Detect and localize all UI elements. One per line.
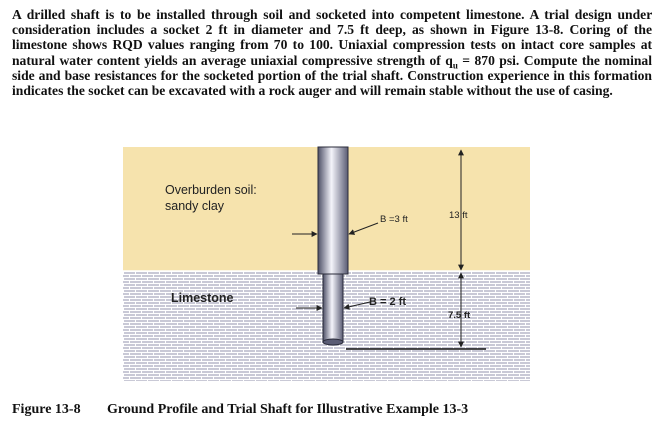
problem-line-7: use of casing. bbox=[536, 83, 613, 99]
figure-caption bbox=[12, 402, 468, 418]
soil-label-line-1: Overburden soil: bbox=[165, 183, 257, 197]
shaft-socket bbox=[323, 274, 343, 342]
figure-title: Ground Profile and Trial Shaft for Illustrative Example 13-3 bbox=[107, 402, 469, 417]
socket-diameter-label: B = 2 ft bbox=[369, 296, 406, 308]
soil-label-line-2: sandy clay bbox=[165, 199, 225, 213]
problem-line-2: consideration includes a socket 2 ft in diameter and 7.5 ft deep, as shown in Figure 13-8. Coring of the bbox=[12, 22, 652, 38]
problem-line-5: nominal side and base resistances for the socketed portion of the trial shaft. Construction experience in bbox=[12, 52, 652, 83]
problem-line-3: limestone shows RQD values ranging from 70 to 100. Uniaxial compression tests on intact core samples bbox=[12, 37, 636, 53]
socket-base bbox=[323, 339, 343, 345]
problem-line-1: A drilled shaft is to be installed through soil and socketed into competent limestone. A trial design under bbox=[12, 7, 652, 22]
shaft-upper bbox=[318, 147, 348, 274]
soil-depth-label: 13 ft bbox=[449, 210, 468, 221]
limestone-label: Limestone bbox=[171, 291, 234, 305]
upper-diameter-label: B =3 ft bbox=[380, 214, 408, 225]
subscript-u: u bbox=[452, 60, 458, 71]
problem-line-6: this formation indicates the socket can be excavated with a rock auger and will remain stable without the bbox=[12, 67, 652, 99]
figure-number: Figure 13-8 bbox=[12, 402, 81, 417]
problem-line-4: at natural water content yields an average uniaxial compressive strength of $q_u = 870$ psi. Compute the bbox=[12, 37, 653, 71]
socket-depth-label: 7.5 ft bbox=[448, 310, 471, 321]
